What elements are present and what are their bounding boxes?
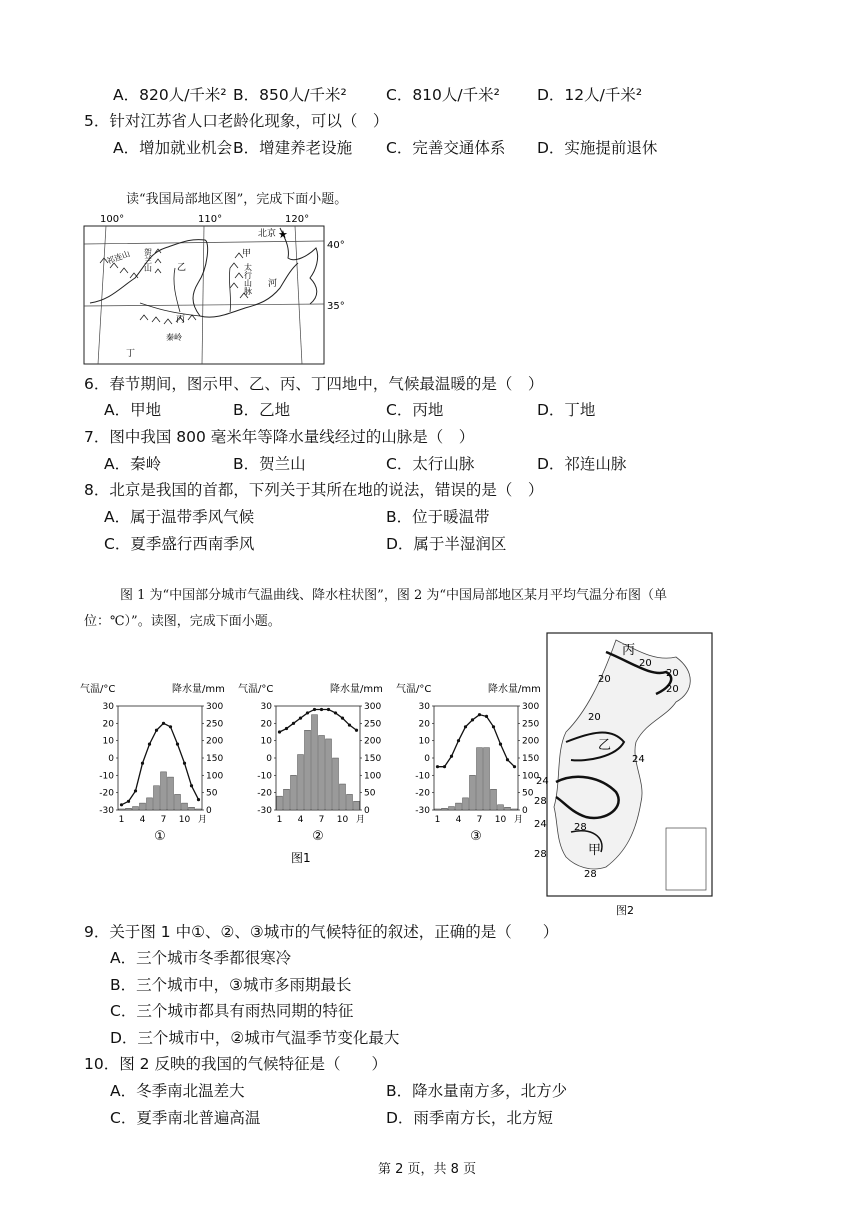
label-river: 河 — [268, 279, 278, 289]
temp-tick: 30 — [418, 702, 430, 712]
chart-label: ① — [154, 829, 166, 844]
precip-tick: 200 — [522, 736, 540, 747]
precip-bar — [456, 803, 462, 810]
precip-bar — [168, 777, 174, 810]
label-yi: 乙 — [177, 263, 187, 273]
temp-tick: 10 — [260, 736, 272, 747]
temp-point — [285, 727, 288, 730]
q9-stem: 9．关于图 1 中①、②、③城市的气候特征的叙述，正确的是（ ） — [84, 923, 559, 941]
temp-tick: -20 — [257, 788, 272, 799]
label-qilian: 祁连山 — [105, 249, 132, 266]
q8-option-b: B．位于暖温带 — [386, 508, 490, 526]
precip-tick: 50 — [522, 788, 534, 799]
isotherm-label: 28 — [534, 849, 547, 860]
precip-bar — [347, 794, 353, 810]
q4-option-a: A．820人/千米² — [113, 86, 227, 104]
label-taihang: 太行山脉 — [243, 263, 253, 295]
precip-bar — [512, 809, 518, 810]
q8-option-a: A．属于温带季风气候 — [104, 508, 255, 526]
precip-tick: 150 — [364, 754, 382, 764]
temp-axis-label: 气温/°C — [238, 684, 274, 695]
climate-chart-2 — [238, 682, 383, 844]
precip-tick: 100 — [522, 771, 540, 782]
temp-tick: 0 — [424, 754, 430, 764]
lon-100: 100° — [100, 214, 125, 225]
temp-point — [190, 784, 193, 787]
precip-tick: 200 — [206, 736, 224, 747]
temp-point — [334, 711, 337, 714]
label-beijing: 北京 — [258, 229, 277, 239]
map-china-region — [80, 208, 350, 368]
q8-option-c: C．夏季盛行西南季风 — [104, 535, 255, 553]
precip-bar — [305, 730, 311, 810]
temp-tick: -10 — [415, 771, 430, 782]
isotherm-label: 20 — [666, 684, 679, 695]
precip-bar — [319, 735, 325, 810]
temp-point — [197, 798, 200, 801]
q7-option-d: D．祁连山脉 — [537, 455, 627, 473]
month-tick: 7 — [476, 815, 483, 825]
q10-option-d: D．雨季南方长，北方短 — [386, 1109, 553, 1127]
temp-point — [134, 789, 137, 792]
q4-option-c: C．810人/千米² — [386, 86, 500, 104]
temp-axis-label: 气温/°C — [396, 684, 432, 695]
precip-bar — [340, 784, 346, 810]
precip-bar — [147, 798, 153, 810]
precip-bar — [312, 715, 318, 810]
q6-stem: 6．春节期间，图示甲、乙、丙、丁四地中，气候最温暖的是（ ） — [84, 375, 544, 393]
temp-point — [320, 708, 323, 711]
precip-bar — [182, 803, 188, 810]
temp-point — [278, 730, 281, 733]
figure2-caption: 图2 — [616, 904, 634, 917]
map2-label-bing: 丙 — [622, 643, 636, 658]
month-tick: 1 — [434, 815, 441, 825]
q9-option-c: C．三个城市都具有雨热同期的特征 — [110, 1002, 354, 1020]
temp-point — [348, 723, 351, 726]
lon-110: 110° — [198, 214, 223, 225]
q7-stem: 7．图中我国 800 毫米年等降水量线经过的山脉是（ ） — [84, 428, 475, 446]
temp-tick: 30 — [260, 702, 272, 712]
q7-option-b: B．贺兰山 — [233, 455, 306, 473]
temp-point — [499, 743, 502, 746]
precip-bar — [126, 808, 132, 810]
map2-label-yi: 乙 — [598, 738, 612, 753]
temp-point — [155, 729, 158, 732]
precip-bar — [175, 794, 181, 810]
chart-label: ② — [312, 829, 324, 844]
precip-bar — [189, 807, 195, 810]
temp-point — [169, 725, 172, 728]
temp-point — [450, 755, 453, 758]
label-qinling: 秦岭 — [166, 333, 182, 342]
south-sea-inset — [666, 828, 706, 890]
temp-point — [457, 739, 460, 742]
precip-axis-label: 降水量/mm — [488, 684, 541, 695]
precip-bar — [196, 809, 202, 810]
precip-bar — [477, 748, 483, 810]
month-tick: 4 — [455, 815, 462, 825]
temp-tick: -30 — [257, 806, 272, 816]
q6-option-a: A．甲地 — [104, 401, 162, 419]
month-tick: 7 — [160, 815, 167, 825]
temp-tick: -20 — [99, 788, 114, 799]
precip-bar — [491, 789, 497, 810]
plot-frame — [434, 706, 518, 810]
temp-curve — [122, 723, 199, 804]
precip-bar — [484, 748, 490, 810]
temp-point — [120, 803, 123, 806]
precip-tick: 100 — [206, 771, 224, 782]
q10-option-a: A．冬季南北温差大 — [110, 1082, 245, 1100]
plot-frame — [118, 706, 202, 810]
temp-point — [313, 708, 316, 711]
temp-point — [162, 722, 165, 725]
precip-tick: 100 — [364, 771, 382, 782]
precip-tick: 50 — [206, 788, 218, 799]
precip-bar — [354, 801, 360, 810]
precip-bar — [435, 809, 441, 810]
isotherm-label: 28 — [584, 869, 597, 880]
label-jia: 甲 — [242, 249, 252, 259]
q5-option-b: B．增建养老设施 — [233, 139, 353, 157]
temp-point — [292, 722, 295, 725]
temp-point — [127, 800, 130, 803]
q6-option-c: C．丙地 — [386, 401, 444, 419]
precip-bar — [449, 807, 455, 810]
temp-point — [443, 765, 446, 768]
temp-tick: 0 — [266, 754, 272, 764]
temp-tick: 30 — [102, 702, 114, 712]
precip-tick: 250 — [364, 719, 382, 730]
temp-point — [492, 725, 495, 728]
precip-bar — [119, 809, 125, 810]
q8-stem: 8．北京是我国的首都，下列关于其所在地的说法，错误的是（ ） — [84, 481, 544, 499]
temp-point — [176, 743, 179, 746]
q9-option-a: A．三个城市冬季都很寒冷 — [110, 949, 292, 967]
precip-tick: 250 — [522, 719, 540, 730]
q7-option-c: C．太行山脉 — [386, 455, 475, 473]
intro-map1: 读“我国局部地区图”，完成下面小题。 — [126, 192, 348, 207]
isotherm-label: 24 — [536, 776, 549, 787]
figure1-caption: 图1 — [291, 851, 311, 865]
lon-120: 120° — [285, 214, 310, 225]
precip-tick: 0 — [206, 806, 212, 816]
isotherm-label: 20 — [639, 658, 652, 669]
beijing-star-icon: ★ — [278, 228, 288, 241]
label-bing: 丙 — [176, 315, 186, 325]
temp-point — [141, 762, 144, 765]
precip-axis-label: 降水量/mm — [172, 684, 225, 695]
temp-curve — [280, 709, 357, 732]
temp-tick: -10 — [257, 771, 272, 782]
q6-option-b: B．乙地 — [233, 401, 291, 419]
precip-bar — [140, 803, 146, 810]
lat-35: 35° — [327, 301, 345, 312]
climate-chart-3 — [396, 682, 541, 844]
precip-tick: 300 — [206, 702, 224, 712]
month-tick: 1 — [118, 815, 125, 825]
q5-option-d: D．实施提前退休 — [537, 139, 658, 157]
precip-tick: 200 — [364, 736, 382, 747]
temp-tick: -20 — [415, 788, 430, 799]
temp-point — [183, 762, 186, 765]
precip-bar — [463, 798, 469, 810]
precip-bar — [505, 807, 511, 810]
precip-bar — [284, 789, 290, 810]
q7-option-a: A．秦岭 — [104, 455, 162, 473]
month-unit: 月 — [198, 815, 208, 825]
isotherm-label: 20 — [588, 712, 601, 723]
precip-bar — [298, 755, 304, 810]
month-unit: 月 — [514, 815, 524, 825]
temp-point — [478, 713, 481, 716]
chart-label: ③ — [470, 829, 482, 844]
precip-tick: 250 — [206, 719, 224, 730]
isotherm-label: 20 — [666, 668, 679, 679]
temp-point — [341, 717, 344, 720]
isotherm-label: 28 — [574, 822, 587, 833]
temp-tick: 20 — [260, 719, 272, 730]
q4-option-d: D．12人/千米² — [537, 86, 643, 104]
figure2-isotherm-map — [534, 632, 714, 917]
temp-tick: -30 — [99, 806, 114, 816]
q8-option-d: D．属于半湿润区 — [386, 535, 507, 553]
precip-tick: 300 — [364, 702, 382, 712]
intro-fig-line1: 图 1 为“中国部分城市气温曲线、降水柱状图”，图 2 为“中国局部地区某月平均气温分布图（单 — [120, 588, 668, 603]
label-helan: 贺兰山 — [143, 248, 153, 272]
temp-tick: 10 — [418, 736, 430, 747]
isotherm-label: 24 — [632, 754, 645, 765]
month-tick: 10 — [336, 815, 349, 825]
precip-bar — [133, 807, 139, 810]
month-unit: 月 — [356, 815, 366, 825]
climate-chart-1 — [80, 682, 225, 844]
temp-point — [436, 765, 439, 768]
intro-fig-line2: 位：℃）”。读图，完成下面小题。 — [84, 614, 281, 629]
precip-bar — [442, 808, 448, 810]
month-tick: 4 — [297, 815, 304, 825]
temp-axis-label: 气温/°C — [80, 684, 116, 695]
temp-point — [485, 715, 488, 718]
month-tick: 10 — [494, 815, 507, 825]
temp-point — [355, 729, 358, 732]
temp-point — [148, 743, 151, 746]
isotherm-label: 24 — [534, 819, 547, 830]
label-ding: 丁 — [126, 349, 136, 359]
q9-option-b: B．三个城市中，③城市多雨期最长 — [110, 976, 352, 994]
q10-option-c: C．夏季南北普遍高温 — [110, 1109, 261, 1127]
temp-point — [306, 711, 309, 714]
precip-bar — [470, 775, 476, 810]
month-tick: 1 — [276, 815, 283, 825]
precip-bar — [277, 796, 283, 810]
precip-bar — [161, 772, 167, 810]
temp-tick: -10 — [99, 771, 114, 782]
q5-option-a: A．增加就业机会 — [113, 139, 233, 157]
temp-point — [506, 758, 509, 761]
q10-option-b: B．降水量南方多，北方少 — [386, 1082, 568, 1100]
precip-tick: 150 — [522, 754, 540, 764]
precip-tick: 0 — [522, 806, 528, 816]
precip-tick: 50 — [364, 788, 376, 799]
temp-point — [299, 717, 302, 720]
q4-option-b: B．850人/千米² — [233, 86, 347, 104]
precip-bar — [326, 739, 332, 810]
temp-curve — [438, 715, 515, 767]
precip-axis-label: 降水量/mm — [330, 684, 383, 695]
q5-stem: 5．针对江苏省人口老龄化现象，可以（ ） — [84, 112, 389, 130]
q9-option-d: D．三个城市中，②城市气温季节变化最大 — [110, 1029, 400, 1047]
month-tick: 7 — [318, 815, 325, 825]
precip-tick: 150 — [206, 754, 224, 764]
precip-bar — [498, 805, 504, 810]
lat-40: 40° — [327, 240, 345, 251]
month-tick: 4 — [139, 815, 146, 825]
precip-tick: 0 — [364, 806, 370, 816]
temp-tick: -30 — [415, 806, 430, 816]
precip-bar — [333, 758, 339, 810]
map2-label-jia: 甲 — [588, 843, 602, 858]
temp-point — [513, 765, 516, 768]
temp-tick: 20 — [418, 719, 430, 730]
page-footer: 第 2 页，共 8 页 — [378, 1162, 477, 1177]
temp-tick: 0 — [108, 754, 114, 764]
precip-bar — [154, 786, 160, 810]
precip-tick: 300 — [522, 702, 540, 712]
q6-option-d: D．丁地 — [537, 401, 596, 419]
month-tick: 10 — [178, 815, 191, 825]
temp-point — [464, 725, 467, 728]
precip-bar — [291, 775, 297, 810]
q5-option-c: C．完善交通体系 — [386, 139, 506, 157]
temp-tick: 10 — [102, 736, 114, 747]
temp-tick: 20 — [102, 719, 114, 730]
isotherm-label: 28 — [534, 796, 547, 807]
temp-point — [471, 718, 474, 721]
q10-stem: 10．图 2 反映的我国的气候特征是（ ） — [84, 1055, 387, 1073]
isotherm-label: 20 — [598, 674, 611, 685]
temp-point — [327, 708, 330, 711]
